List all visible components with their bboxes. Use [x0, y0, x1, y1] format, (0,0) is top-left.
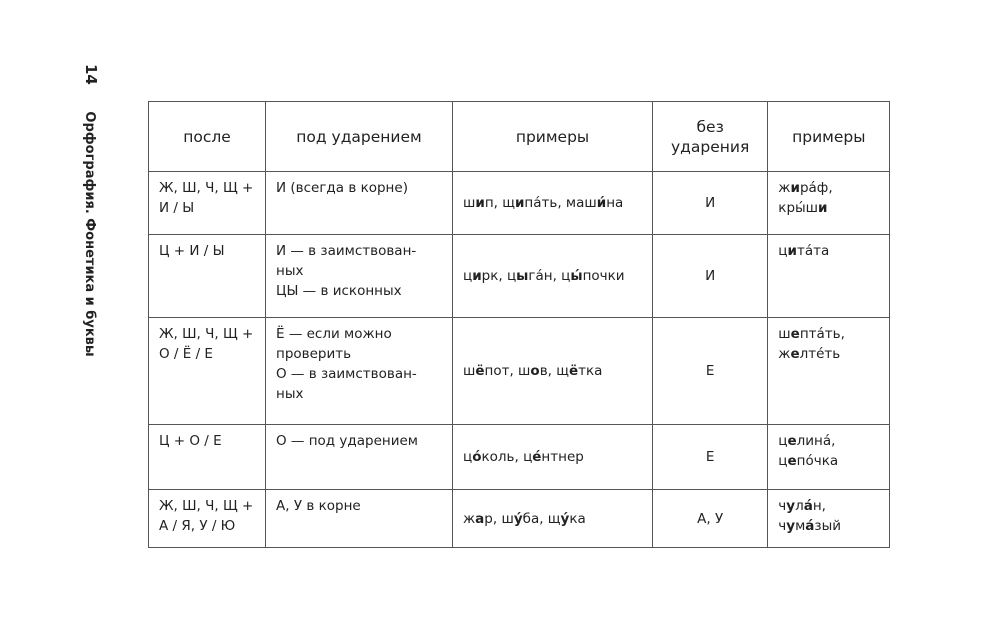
cell-examples: цирк, цыга́н, цы́почки — [453, 235, 653, 318]
header-examples-2: примеры — [768, 102, 890, 172]
header-stressed: под ударением — [266, 102, 453, 172]
cell-stressed: А, У в корне — [266, 490, 453, 548]
cell-after: Ц + И / Ы — [149, 235, 266, 318]
spelling-rules-table — [148, 101, 890, 548]
cell-stressed: О — под ударением — [266, 425, 453, 490]
cell-examples-2: цита́та — [768, 235, 890, 318]
cell-after: Ж, Ш, Ч, Щ + О / Ё / Е — [149, 318, 266, 425]
table-row — [149, 318, 890, 425]
page-number: 14 — [82, 64, 100, 85]
header-after: после — [149, 102, 266, 172]
cell-unstressed: А, У — [653, 490, 768, 548]
cell-unstressed: И — [653, 235, 768, 318]
cell-examples-2: шепта́ть, желте́ть — [768, 318, 890, 425]
cell-examples: жар, шу́ба, щу́ка — [453, 490, 653, 548]
table-row — [149, 425, 890, 490]
cell-stressed: И — в заимствован- ных ЦЫ — в исконных — [266, 235, 453, 318]
cell-unstressed: И — [653, 172, 768, 235]
cell-examples: шёпот, шов, щётка — [453, 318, 653, 425]
table-row — [149, 490, 890, 548]
cell-stressed: Ё — если можно проверить О — в заимствован- ных — [266, 318, 453, 425]
running-title: Орфография. Фонетика и буквы — [82, 111, 97, 357]
cell-examples: цо́коль, це́нтнер — [453, 425, 653, 490]
cell-after: Ж, Ш, Ч, Щ + А / Я, У / Ю — [149, 490, 266, 548]
table-row — [149, 172, 890, 235]
cell-after: Ц + О / Е — [149, 425, 266, 490]
table-row — [149, 235, 890, 318]
cell-after: Ж, Ш, Ч, Щ + И / Ы — [149, 172, 266, 235]
running-header — [82, 64, 100, 357]
cell-examples: шип, щипа́ть, маши́на — [453, 172, 653, 235]
header-unstressed: без ударения — [653, 102, 768, 172]
cell-examples-2: целина́, цепо́чка — [768, 425, 890, 490]
cell-examples-2: жира́ф, кры́ши — [768, 172, 890, 235]
cell-unstressed: Е — [653, 318, 768, 425]
header-examples: примеры — [453, 102, 653, 172]
cell-examples-2: чула́н, чума́зый — [768, 490, 890, 548]
cell-unstressed: Е — [653, 425, 768, 490]
cell-stressed: И (всегда в корне) — [266, 172, 453, 235]
table-header-row — [149, 102, 890, 172]
